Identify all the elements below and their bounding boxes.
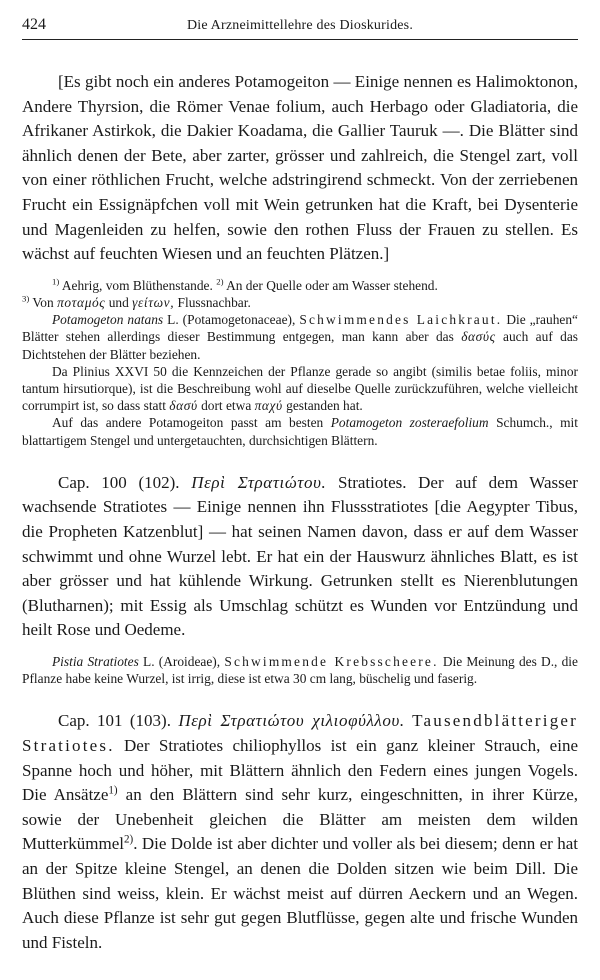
note-pistia-a: L. (Aroideae),	[143, 653, 221, 669]
chapter-101-german-title: Tausendblätteriger Stratiotes.	[22, 711, 578, 755]
note-2-a: Da Plinius XXVI 50 die Kennzeichen der Pflanze gerade so angibt (similis betae foliis, minor tantum hirsutiorque), ist die Beschreibung wohl auf dieselbe Quelle zurückzuführen, welche vielleicht corrumpirt ist, so dass statt	[22, 363, 578, 414]
footnote-marker-2: 2)	[216, 276, 224, 287]
chapter-101-text-a: Der Stratiotes chiliophyllos ist ein ganz kleiner Strauch, eine Spanne hoch und höher, mit Blättern ähnlich den Federn eines jungen Vogels. Die Ansätze	[22, 735, 578, 805]
potamogeiton-paragraph: [Es gibt noch ein anderes Potamogeiton — Einige nennen es Halimoktonon, Andere Thyrsion, die Römer Venae folium, auch Herbago oder Gladiatoria, die Afrikaner Astirkok, die Dakier Koadama, die Gallier Tauruk —. Die Blätter sind ähnlich denen der Bete, aber zarter, grösser und zahlreich, die Stengel zart, voll von einer röthlichen Frucht, welche adstringirend schmeckt. Von der zerriebenen Frucht ein Essignäpfchen voll mit Wein getrunken hat die Kraft, bei Dysenterie und Magenleiden zu helfen, sowie den rothen Fluss der Frauen zu stellen. Es wächst auf feuchten Wiesen und an feuchten Plätzen.]	[22, 72, 578, 264]
page-number: 424	[22, 16, 46, 33]
chapter-101-text-b: an den Blättern sind sehr kurz, eingeschnitten, in ihrer Kürze, sowie der Unebenheit gleichen die Blätter am meisten dem wilden Mutterkümmel	[22, 785, 579, 854]
note-pistia	[22, 653, 578, 687]
species-potamogeton-natans: Potamogeton natans	[52, 312, 164, 328]
greek-pachy: παχύ	[254, 398, 283, 414]
chapter-101-paragraph	[22, 709, 578, 955]
note-pistia-b: Die Meinung des D., die Pflanze habe keine Wurzel, ist irrig, diese ist etwa 30 cm lang, büschelig und faserig.	[22, 653, 578, 687]
species-pistia: Pistia Stratiotes	[52, 653, 139, 669]
note-1-a: L. (Potamogetonaceae),	[167, 312, 296, 328]
footnote-3-pre: Von	[32, 294, 54, 310]
footnote-line-2	[22, 294, 578, 311]
chapter-101-text-c: . Die Dolde ist aber dichter und voller als bei diesem; denn er hat an der Spitze kleine Stengel, an denen die Dolden sitzen wie beim Dill. Die Blüthen sind weiss, klein. Er wächst meist auf dürren Aeckern und an Wegen. Auch diese Pflanze ist sehr gut gegen Blutflüsse, gegen alte und frische Wunden und Fisteln.	[22, 834, 578, 952]
greek-dasys: δασύς	[461, 329, 496, 345]
book-page	[22, 16, 578, 955]
note-3-a: Auf das andere Potamogeiton passt am besten	[52, 415, 324, 431]
note-2-c: gestanden hat.	[286, 398, 363, 414]
chapter-100-text: Stratiotes. Der auf dem Wasser wachsende Stratiotes — Einige nennen ihn Flussstratiotes [die Aegypter Tibus, die Propheten Katzenblut] — hat seinen Namen davon, dass er auf dem Wasser schwimmt und ohne Wurzel lebt. Er hat ein der Hauswurz ähnliches Blatt, es ist aber grösser und hat kühlende Wirkung. Getrunken stellt es Nierenblutungen (Blutharnen); mit Essig als Umschlag schützt es Wunden vor Entzündung und heilt Rose und Oedeme.	[22, 472, 578, 640]
greek-potamos: ποταμός	[57, 294, 106, 310]
note-potamogeton-natans	[22, 311, 578, 363]
chapter-100-number: Cap. 100 (102).	[58, 472, 180, 492]
footnote-line-1	[22, 277, 578, 294]
footnotes-stratiotes	[22, 653, 578, 687]
note-3-b: Schumch., mit blattartigem Stengel und untergetauchten, durchsichtigen Blättern.	[22, 415, 578, 448]
chapter-101-number: Cap. 101 (103).	[58, 711, 171, 731]
chapter-101-greek-title: Περὶ Στρατιώτου χιλιοφύλλου.	[178, 711, 405, 731]
note-1-c: auch auf das Dichtstehen der Blätter beziehen.	[22, 329, 578, 362]
chapter-100-paragraph	[22, 471, 578, 643]
footnote-marker-1: 1)	[52, 276, 60, 287]
footnote-marker-3: 3)	[22, 293, 30, 304]
footnote-3-und: und	[108, 294, 129, 310]
chapter-101-footnote-ref-1: 1)	[108, 784, 118, 797]
footnotes-potamogeiton	[22, 277, 578, 449]
common-name-krebsscheere: Schwimmende Krebsscheere.	[224, 653, 439, 669]
footnote-2-text: An der Quelle oder am Wasser stehend.	[226, 277, 438, 293]
running-title: Die Arzneimittellehre des Dioskurides.	[186, 18, 414, 33]
chapter-101-footnote-ref-2: 2)	[123, 833, 134, 846]
species-zosteraefolium: Potamogeton zosteraefolium	[330, 415, 489, 431]
page-header	[22, 16, 578, 40]
common-name-laichkraut: Schwimmendes Laichkraut.	[299, 312, 503, 328]
greek-geiton: γείτων,	[132, 294, 175, 310]
footnote-1-text: Aehrig, vom Blüthenstande.	[61, 277, 213, 293]
note-2-b: dort etwa	[201, 398, 252, 414]
note-plinius	[22, 363, 578, 415]
note-1-b: Die „rauhen“ Blätter stehen allerdings dieser Bestimmung entgegen, man kann aber das	[22, 312, 578, 345]
note-zosteraefolium	[22, 414, 578, 448]
greek-dasy: δασύ	[169, 398, 198, 414]
footnote-3-post: Flussnachbar.	[177, 294, 251, 310]
chapter-100-greek-title: Περὶ Στρατιώτου.	[191, 472, 327, 492]
